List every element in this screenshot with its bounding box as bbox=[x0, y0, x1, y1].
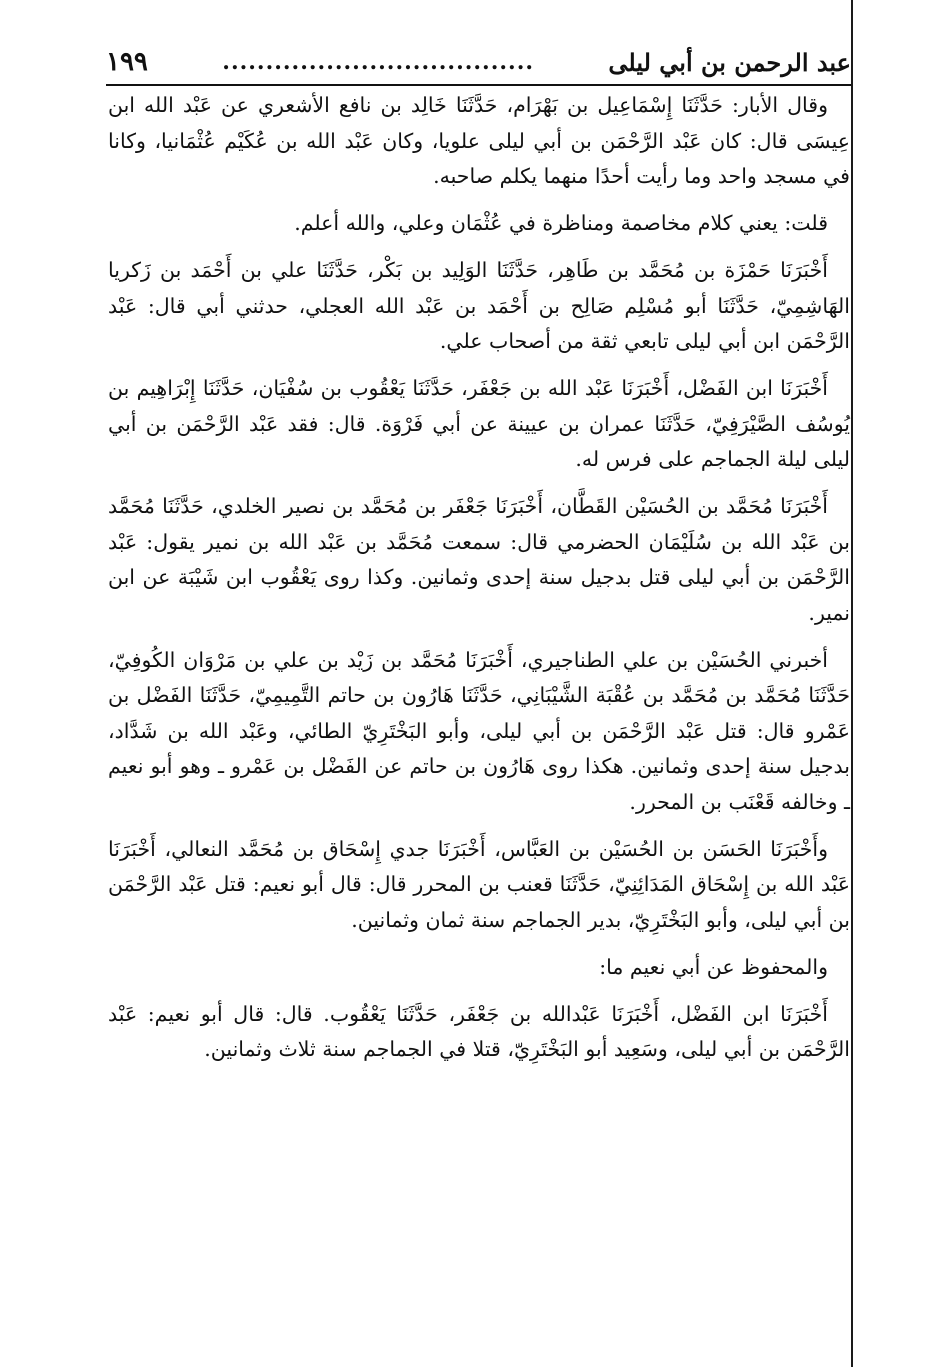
paragraph: أَخْبَرَنَا ابن الفَضْل، أَخْبَرَنَا عَبْد الله بن جَعْفَر، حَدَّثَنَا يَعْقُوب بن سُفْيَان، حَدَّثَنَا إِبْرَاهِيم بن يُوسُف الصَّيْرَفِيّ، حَدَّثَنَا عمران بن عيينة عن أبي فَرْوَة. قال: فقد عَبْد الرَّحْمَن بن أبي ليلى ليلة الجماجم على فرس له. bbox=[108, 376, 850, 471]
running-title: عبد الرحمن بن أبي ليلى bbox=[608, 47, 851, 77]
paragraph: أخبرني الحُسَيْن بن علي الطناجيري، أَخْبَرَنَا مُحَمَّد بن زَيْد بن علي بن مَرْوَان الكُوفِيّ، حَدَّثَنَا مُحَمَّد بن مُحَمَّد بن عُقْبَة الشَّيْبَانِي، حَدَّثَنَا هَارُون بن حاتم التَّمِيمِيّ، حَدَّثَنَا الفَضْل بن عَمْرو قال: قتل عَبْد الرَّحْمَن بن أبي ليلى، وأبو البَخْتَرِيّ الطائي، وعَبْد الله بن شَدَّاد، بدجيل سنة إحدى وثمانين. هكذا روى هَارُون بن حاتم عن الفَضْل بن عَمْرو ـ وهو أبو نعيم ـ وخالفه قَعْنَب بن المحرر. bbox=[108, 647, 850, 814]
paragraph: أَخْبَرَنَا مُحَمَّد بن الحُسَيْن القَطَّان، أَخْبَرَنَا جَعْفَر بن مُحَمَّد بن نصير الخلدي، حَدَّثَنَا مُحَمَّد بن عَبْد الله بن سُلَيْمَان الحضرمي قال: سمعت مُحَمَّد بن عَبْد الله بن نمير يقول: عَبْد الرَّحْمَن بن أبي ليلى قتل بدجيل سنة إحدى وثمانين. وكذا روى يَعْقُوب ابن شَيْبَة عن ابن نمير. bbox=[108, 494, 850, 625]
paragraph: قلت: يعني كلام مخاصمة ومناظرة في عُثْمَان وعلي، والله أعلم. bbox=[294, 211, 828, 235]
page-header bbox=[106, 40, 851, 86]
body-text bbox=[108, 88, 850, 1079]
paragraph: وقال الأبار: حَدَّثَنَا إِسْمَاعِيل بن بَهْرَام، حَدَّثَنَا خَالِد بن نافع الأشعري عن عَبْد الله ابن عِيسَى قال: كان عَبْد الرَّحْمَن بن أبي ليلى علويا، وكان عَبْد الله بن عُكَيْم عُثْمَانيا، وكانا في مسجد واحد وما رأيت أحدًا منهما يكلم صاحبه. bbox=[108, 93, 850, 188]
paragraph: أَخْبَرَنَا ابن الفَضْل، أَخْبَرَنَا عَبْدالله بن جَعْفَر، حَدَّثَنَا يَعْقُوب. قال: قال أبو نعيم: عَبْد الرَّحْمَن بن أبي ليلى، وسَعِيد أبو البَخْتَرِيّ، قتلا في الجماجم سنة ثلاث وثمانين. bbox=[108, 1001, 850, 1061]
page-number: ١٩٩ bbox=[106, 47, 148, 77]
paragraph: والمحفوظ عن أبي نعيم ما: bbox=[599, 954, 828, 979]
paragraph: وأَخْبَرَنَا الحَسَن بن الحُسَيْن بن العَبَّاس، أَخْبَرَنَا جدي إِسْحَاق بن مُحَمَّد النعالي، أَخْبَرَنَا عَبْد الله بن إِسْحَاق المَدَائِنِيّ، حَدَّثَنَا قعنب بن المحرر قال: قال أبو نعيم: قتل عَبْد الرَّحْمَن بن أبي ليلى، وأبو البَخْتَرِيّ، بدير الجماجم سنة ثمان وثمانين. bbox=[108, 836, 850, 932]
margin-rule bbox=[851, 0, 853, 1367]
paragraph: أَخْبَرَنَا حَمْزَة بن مُحَمَّد بن طَاهِر، حَدَّثَنَا الوَلِيد بن بَكْر، حَدَّثَنَا علي بن أَحْمَد بن زَكريا الهَاشِمِيّ، حَدَّثَنَا أبو مُسْلِم صَالِح بن أَحْمَد بن عَبْد الله العجلي، حدثني أبي قال: عَبْد الرَّحْمَن ابن أبي ليلى تابعي ثقة من أصحاب علي. bbox=[108, 258, 850, 353]
leader-dots: .................................... bbox=[222, 49, 535, 75]
